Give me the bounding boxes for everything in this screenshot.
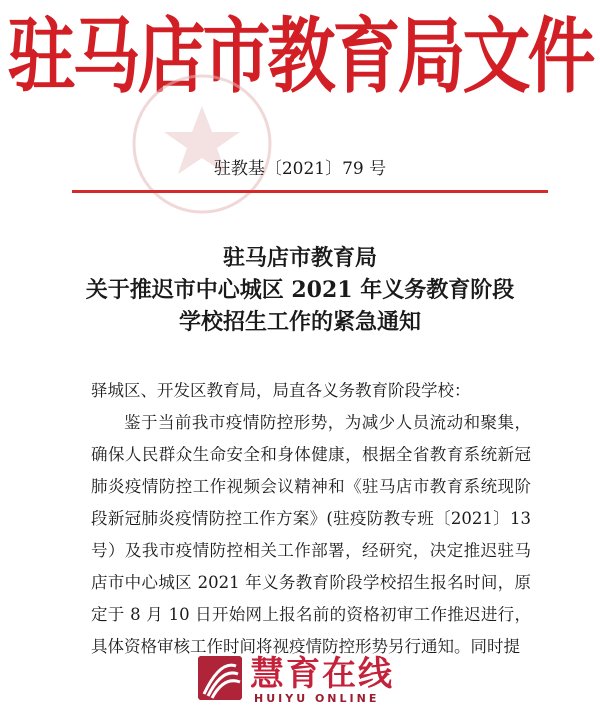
document-number: 驻教基〔2021〕79 号	[213, 159, 387, 179]
notice-body	[91, 375, 531, 663]
watermark-chinese-text: 慧育在线	[250, 654, 394, 694]
title-line-1: 驻马店市教育局	[222, 245, 377, 271]
document-header-title: 驻马店市教育局文件	[7, 9, 593, 105]
body-paragraph: 鉴于当前我市疫情防控形势，为减少人员流动和聚集，确保人民群众生命安全和身体健康，根据全省教育系统新冠肺炎疫情防控工作视频会议精神和《驻马店市教育系统现阶段新冠肺炎疫情防控工作方案》(驻疫防教专班〔2021〕13号）及我市疫情防控相关工作部署，经研究，决定推迟驻马店市中心城区 2021 年义务教育阶段学校招生报名时间，原定于 8 月 10 日开始网上报名前的资格初审工作推迟进行，具体资格审核工作时间将视疫情防控形势另行通知。同时提	[91, 413, 531, 656]
official-seal	[128, 70, 276, 218]
watermark-emblem-icon	[198, 656, 242, 700]
red-divider-line	[72, 190, 548, 193]
watermark-logo	[198, 654, 412, 712]
title-line-2: 关于推迟市中心城区 2021 年义务教育阶段	[85, 277, 515, 303]
notice-title	[0, 242, 600, 338]
watermark-english-text: HUIYU ONLINE	[254, 692, 380, 705]
addressee-line: 驿城区、开发区教育局，局直各义务教育阶段学校：	[91, 381, 471, 400]
title-line-3: 学校招生工作的紧急通知	[178, 309, 421, 335]
